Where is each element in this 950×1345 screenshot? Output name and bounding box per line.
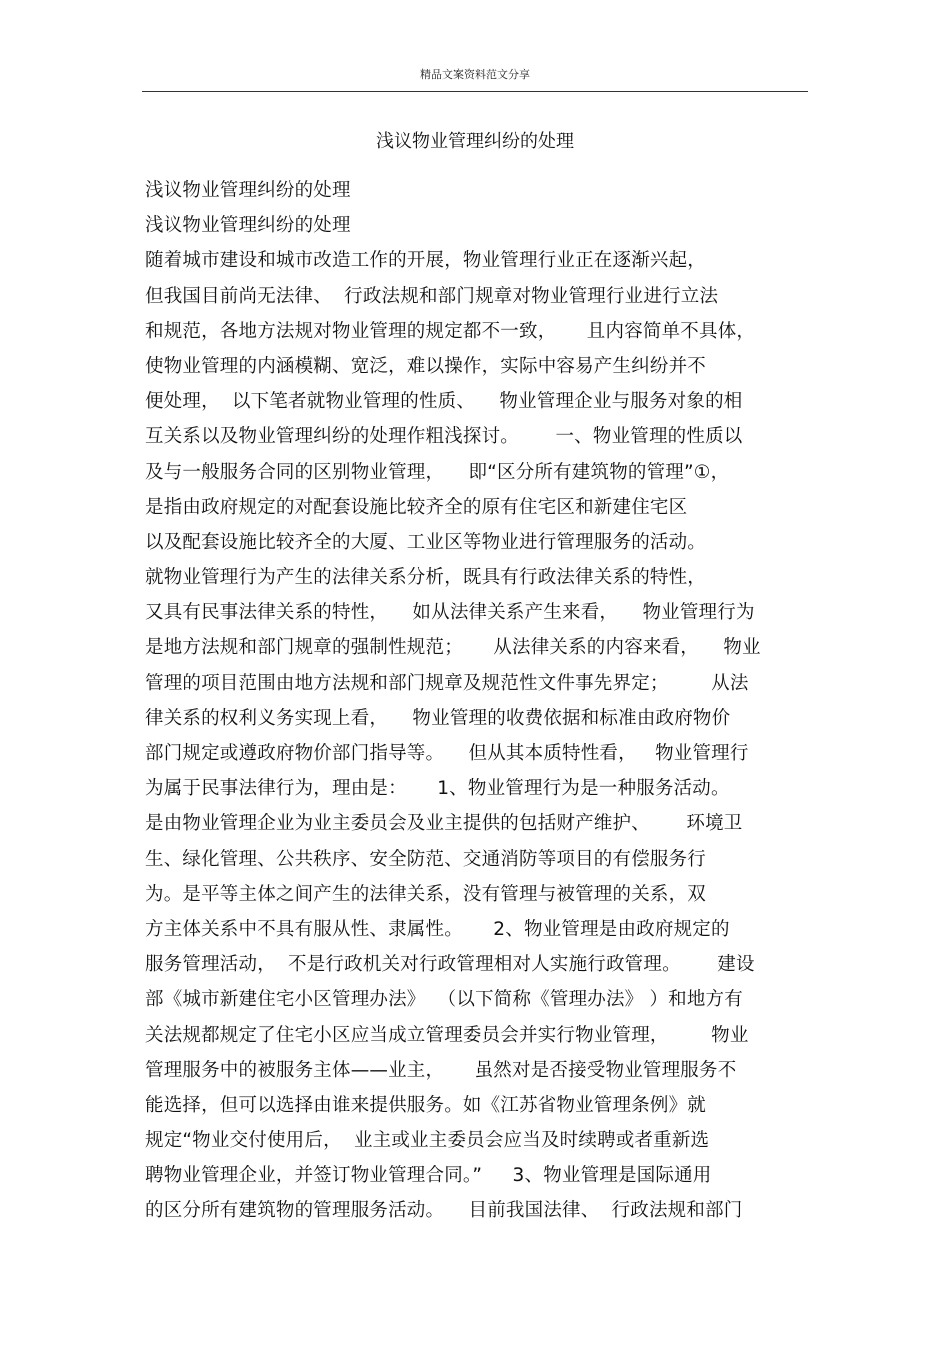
body-line: 浅议物业管理纠纷的处理 (145, 180, 351, 201)
body-line: 能选择，但可以选择由谁来提供服务。如《江苏省物业管理条例》就 (145, 1094, 707, 1116)
body-line: 便处理， 以下笔者就物业管理的性质、 物业管理企业与服务对象的相 (145, 391, 743, 413)
body-line: 以及配套设施比较齐全的大厦、工业区等物业进行管理服务的活动。 (145, 531, 707, 553)
body-line: 是由物业管理企业为业主委员会及业主提供的包括财产维护、 环境卫 (145, 813, 743, 835)
body-line: 是地方法规和部门规章的强制性规范； 从法律关系的内容来看， 物业 (145, 637, 761, 659)
body-line: 的区分所有建筑物的管理服务活动。 目前我国法律、 行政法规和部门 (145, 1200, 743, 1222)
document-title: 浅议物业管理纠纷的处理 (376, 131, 574, 152)
body-line: 关法规都规定了住宅小区应当成立管理委员会并实行物业管理， 物业 (145, 1024, 749, 1046)
body-line: 方主体关系中不具有服从性、隶属性。 2、物业管理是由政府规定的 (145, 918, 730, 940)
body-line: 及与一般服务合同的区别物业管理， 即“区分所有建筑物的管理”①， (145, 461, 730, 483)
body-line: 互关系以及物业管理纠纷的处理作粗浅探讨。 一、物业管理的性质以 (145, 426, 743, 448)
body-line: 聘物业管理企业，并签订物业管理合同。” 3、物业管理是国际通用 (145, 1165, 712, 1187)
body-line: 是指由政府规定的对配套设施比较齐全的原有住宅区和新建住宅区 (145, 496, 688, 518)
body-line: 为。是平等主体之间产生的法律关系，没有管理与被管理的关系，双 (145, 883, 707, 905)
body-line: 规定“物业交付使用后， 业主或业主委员会应当及时续聘或者重新选 (145, 1130, 710, 1152)
body-line: 为属于民事法律行为，理由是： 1、物业管理行为是一种服务活动。 (145, 778, 730, 800)
body-line: 律关系的权利义务实现上看， 物业管理的收费依据和标准由政府物价 (145, 707, 731, 729)
body-line: 部门规定或遵政府物价部门指导等。 但从其本质特性看， 物业管理行 (145, 743, 749, 764)
body-line: 但我国目前尚无法律、 行政法规和部门规章对物业管理行业进行立法 (145, 285, 719, 307)
body-line: 生、绿化管理、公共秩序、安全防范、交通消防等项目的有偿服务行 (145, 848, 707, 870)
body-line: 和规范，各地方法规对物业管理的规定都不一致， 且内容简单不具体， (145, 320, 756, 342)
body-line: 部《城市新建住宅小区管理办法》 （以下简称《管理办法》 ）和地方有 (145, 989, 743, 1011)
body-line: 就物业管理行为产生的法律关系分析，既具有行政法律关系的特性， (145, 567, 707, 589)
page-header: 精品文案资料范文分享 (420, 68, 530, 81)
document-body (145, 173, 815, 1229)
body-line: 使物业管理的内涵模糊、宽泛，难以操作，实际中容易产生纠纷并不 (145, 355, 707, 377)
body-line: 服务管理活动， 不是行政机关对行政管理相对人实施行政管理。 建设 (145, 954, 755, 976)
header-divider (142, 91, 808, 92)
body-line: 管理的项目范围由地方法规和部门规章及规范性文件事先界定； 从法 (145, 672, 749, 694)
body-line: 管理服务中的被服务主体——业主， 虽然对是否接受物业管理服务不 (145, 1059, 737, 1081)
body-line: 浅议物业管理纠纷的处理 (145, 215, 351, 237)
body-line: 随着城市建设和城市改造工作的开展，物业管理行业正在逐渐兴起， (145, 250, 707, 272)
body-line: 又具有民事法律关系的特性， 如从法律关系产生来看， 物业管理行为 (145, 602, 755, 624)
